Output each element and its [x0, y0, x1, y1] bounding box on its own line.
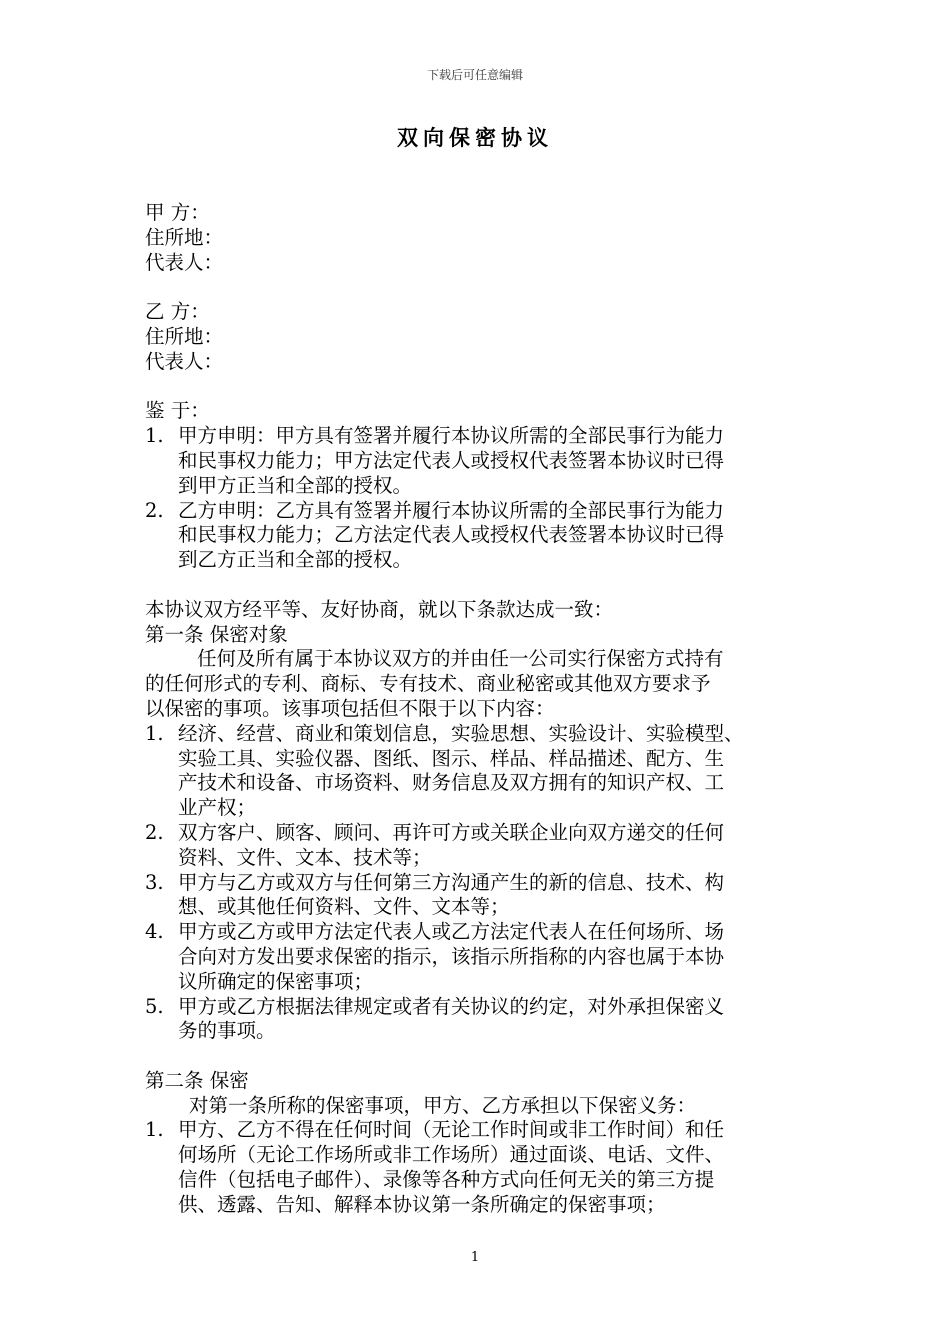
whereas-heading: 鉴 于：: [145, 399, 210, 423]
party-a-name-label: 甲 方：: [145, 201, 210, 224]
list-item-text: [178, 1118, 825, 1217]
list-item-text: [178, 499, 825, 573]
list-item: [145, 499, 825, 573]
list-item-text: [178, 722, 825, 821]
list-item-number: 4.: [145, 920, 164, 944]
list-item-text: [178, 821, 825, 871]
list-item-text: [178, 995, 825, 1045]
whereas-list: [145, 424, 825, 573]
list-item-number: 1.: [145, 424, 164, 448]
party-a-address-label: 住所地：: [145, 225, 224, 249]
article1-intro-line: 任何及所有属于本协议双方的并由任一公司实行保密方式持有: [197, 647, 724, 671]
text-line: 到乙方正当和全部的授权。: [178, 548, 413, 572]
header-note: 下载后可任意编辑: [426, 68, 523, 82]
text-line: 甲方或乙方或甲方法定代表人或乙方法定代表人在任何场所、场: [178, 920, 725, 944]
text-line: 业产权；: [178, 796, 257, 820]
spacer: [145, 1044, 825, 1069]
spacer: [145, 275, 825, 300]
text-line: 合向对方发出要求保密的指示，该指示所指称的内容也属于本协: [178, 944, 725, 968]
agreement-intro: 本协议双方经平等、友好协商，就以下条款达成一致：: [145, 597, 614, 621]
list-item: [145, 995, 825, 1045]
article2-list: [145, 1118, 825, 1217]
list-item: [145, 1118, 825, 1217]
list-item-number: 2.: [145, 498, 164, 522]
text-line: 资料、文件、文本、技术等；: [178, 845, 432, 869]
document-body: [145, 201, 825, 1218]
article1-intro-line: 的任何形式的专利、商标、专有技术、商业秘密或其他双方要求予: [145, 672, 711, 696]
text-line: 到甲方正当和全部的授权。: [178, 473, 413, 497]
text-line: 经济、经营、商业和策划信息，实验思想、实验设计、实验模型、: [178, 721, 744, 745]
text-line: 双方客户、顾客、顾问、再许可方或关联企业向双方递交的任何: [178, 820, 725, 844]
text-line: 甲方、乙方不得在任何时间（无论工作时间或非工作时间）和任: [178, 1118, 725, 1142]
document-title: 双向保密协议: [397, 126, 553, 150]
list-item: [145, 722, 825, 821]
list-item: [145, 821, 825, 871]
list-item-number: 2.: [145, 820, 164, 844]
text-line: 供、透露、告知、解释本协议第一条所确定的保密事项；: [178, 1192, 666, 1216]
text-line: 何场所（无论工作场所或非工作场所）通过面谈、电话、文件、: [178, 1143, 725, 1167]
text-line: 实验工具、实验仪器、图纸、图示、样品、样品描述、配方、生: [178, 746, 725, 770]
text-line: 和民事权力能力；乙方法定代表人或授权代表签署本协议时已得: [178, 523, 725, 547]
text-line: 和民事权力能力；甲方法定代表人或授权代表签署本协议时已得: [178, 448, 725, 472]
article2-intro: 对第一条所称的保密事项，甲方、乙方承担以下保密义务：: [189, 1093, 697, 1117]
text-line: 务的事项。: [178, 1019, 276, 1043]
party-b-address-label: 住所地：: [145, 324, 224, 348]
list-item-number: 3.: [145, 870, 164, 894]
list-item: [145, 920, 825, 994]
article1-heading: 第一条 保密对象: [145, 622, 288, 646]
text-line: 想、或其他任何资料、文件、文本等；: [178, 895, 510, 919]
text-line: 甲方与乙方或双方与任何第三方沟通产生的新的信息、技术、构: [178, 870, 725, 894]
spacer: [145, 375, 825, 400]
article2-heading: 第二条 保密: [145, 1068, 249, 1092]
text-line: 乙方申明：乙方具有签署并履行本协议所需的全部民事行为能力: [178, 498, 725, 522]
party-b-name-label: 乙 方：: [145, 300, 210, 324]
list-item-number: 1.: [145, 1118, 164, 1142]
article1-intro-line: 以保密的事项。该事项包括但不限于以下内容：: [145, 696, 555, 720]
party-a-rep-label: 代表人：: [145, 250, 224, 274]
page-number: 1: [470, 1250, 480, 1265]
spacer: [145, 573, 825, 598]
list-item: [145, 424, 825, 498]
list-item-number: 1.: [145, 721, 164, 745]
text-line: 信件（包括电子邮件）、录像等各种方式向任何无关的第三方提: [178, 1168, 715, 1192]
text-line: 甲方或乙方根据法律规定或者有关协议的约定，对外承担保密义: [178, 994, 725, 1018]
party-b-rep-label: 代表人：: [145, 349, 224, 373]
text-line: 议所确定的保密事项；: [178, 969, 374, 993]
list-item: [145, 871, 825, 921]
text-line: 甲方申明：甲方具有签署并履行本协议所需的全部民事行为能力: [178, 424, 725, 448]
article1-list: [145, 722, 825, 1044]
list-item-text: [178, 920, 825, 994]
list-item-number: 5.: [145, 994, 164, 1018]
list-item-text: [178, 871, 825, 921]
text-line: 产技术和设备、市场资料、财务信息及双方拥有的知识产权、工: [178, 771, 725, 795]
list-item-text: [178, 424, 825, 498]
